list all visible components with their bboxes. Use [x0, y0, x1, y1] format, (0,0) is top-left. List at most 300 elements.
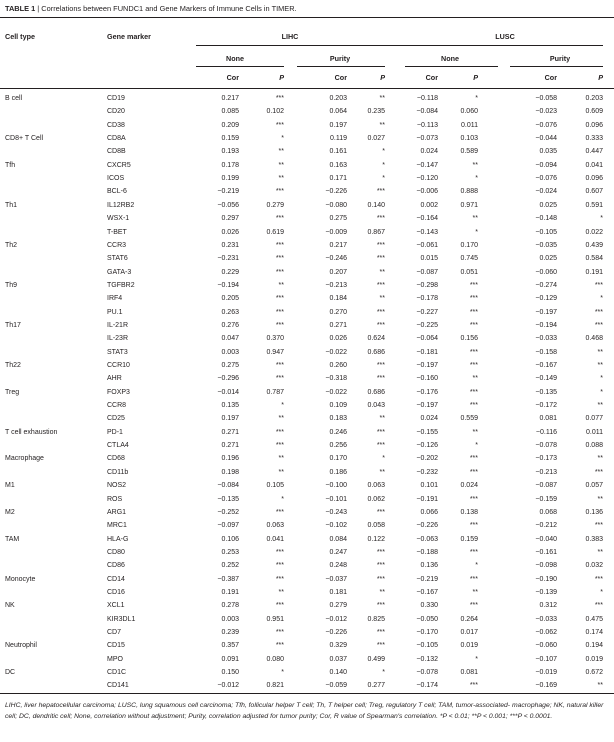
value-lusc-none-p: *	[475, 442, 478, 450]
subheader-lusc-purity: Purity	[549, 54, 571, 63]
value-lusc-purity-p: 0.447	[585, 148, 603, 156]
value-lusc-none-p: 0.888	[460, 188, 478, 196]
value-lihc-none-p: 0.947	[266, 348, 284, 356]
cell-type: Tfh	[5, 161, 16, 169]
value-lihc-purity-cor: −0.213	[325, 281, 347, 289]
cell-type: Th9	[5, 281, 18, 289]
value-lusc-none-cor: −0.064	[416, 335, 438, 343]
value-lihc-purity-p: ***	[376, 241, 385, 249]
value-lusc-none-cor: −0.227	[416, 308, 438, 316]
value-lusc-none-cor: −0.118	[416, 95, 438, 102]
value-lihc-none-cor: 0.178	[221, 161, 239, 169]
value-lusc-none-p: ***	[469, 281, 478, 289]
value-lihc-none-p: 0.619	[266, 228, 284, 236]
value-lihc-purity-p: 0.277	[367, 682, 385, 690]
value-lihc-none-cor: 0.276	[221, 321, 239, 329]
value-lihc-purity-p: *	[382, 148, 385, 156]
gene-marker: CD80	[107, 548, 125, 556]
value-lihc-purity-cor: 0.084	[329, 535, 347, 543]
value-lihc-none-p: ***	[275, 442, 284, 450]
value-lusc-none-cor: 0.024	[420, 415, 438, 423]
value-lusc-purity-cor: −0.213	[535, 468, 557, 476]
value-lusc-purity-cor: −0.135	[535, 388, 557, 396]
value-lihc-purity-cor: −0.101	[325, 495, 347, 503]
value-lusc-purity-p: 0.088	[585, 442, 603, 450]
value-lihc-purity-cor: 0.197	[329, 121, 347, 129]
value-lusc-none-p: ***	[469, 522, 478, 530]
value-lihc-none-p: **	[278, 175, 284, 183]
value-lihc-none-cor: 0.135	[221, 402, 239, 410]
value-lusc-none-cor: −0.132	[416, 655, 438, 663]
value-lusc-none-p: **	[472, 215, 478, 223]
value-lihc-purity-cor: 0.329	[329, 642, 347, 650]
value-lihc-purity-cor: −0.022	[325, 388, 347, 396]
value-lihc-purity-cor: 0.247	[329, 548, 347, 556]
value-lusc-purity-p: *	[600, 388, 603, 396]
stat-header-lihc-none-p: P	[279, 73, 284, 82]
value-lusc-none-cor: −0.219	[416, 575, 438, 583]
value-lihc-none-p: *	[281, 135, 284, 143]
value-lihc-none-cor: 0.271	[221, 428, 239, 436]
value-lihc-none-cor: −0.014	[217, 388, 239, 396]
gene-marker: CD8B	[107, 148, 126, 156]
value-lihc-purity-cor: 0.270	[329, 308, 347, 316]
gene-marker: STAT6	[107, 255, 128, 263]
value-lusc-purity-cor: −0.062	[535, 629, 557, 636]
value-lihc-none-p: 0.080	[266, 655, 284, 663]
gene-marker: MPO	[107, 655, 123, 663]
cell-type: Monocyte	[5, 575, 36, 583]
gene-marker: FOXP3	[107, 388, 130, 396]
value-lihc-purity-p: ***	[376, 362, 385, 369]
value-lusc-none-cor: −0.178	[416, 295, 438, 303]
value-lihc-purity-cor: 0.260	[329, 362, 347, 369]
value-lusc-none-p: 0.019	[460, 642, 478, 650]
value-lihc-purity-p: 0.499	[367, 655, 385, 663]
gene-marker: CD86	[107, 562, 125, 570]
value-lihc-none-cor: −0.296	[217, 375, 239, 383]
value-lihc-none-p: ***	[275, 642, 284, 650]
value-lusc-none-cor: −0.197	[416, 402, 438, 410]
value-lihc-purity-p: 0.058	[367, 522, 385, 530]
value-lusc-none-p: **	[472, 375, 478, 383]
value-lihc-purity-p: 0.027	[367, 135, 385, 143]
value-lihc-purity-p: **	[379, 415, 385, 423]
value-lusc-none-p: ***	[469, 362, 478, 369]
value-lusc-purity-p: 0.609	[585, 108, 603, 116]
value-lusc-none-cor: 0.024	[420, 148, 438, 156]
value-lusc-none-cor: −0.006	[416, 188, 438, 196]
value-lusc-none-cor: −0.113	[416, 121, 438, 129]
bottom-rule	[0, 693, 614, 694]
value-lihc-none-cor: 0.229	[221, 268, 239, 276]
value-lusc-purity-p: 0.607	[585, 188, 603, 196]
value-lihc-purity-p: ***	[376, 375, 385, 383]
value-lusc-none-cor: −0.147	[416, 161, 438, 169]
value-lusc-purity-p: 0.174	[585, 629, 603, 636]
value-lusc-purity-cor: 0.312	[539, 602, 557, 610]
top-rule	[0, 17, 614, 18]
value-lusc-none-cor: −0.170	[416, 629, 438, 636]
value-lusc-none-cor: −0.181	[416, 348, 438, 356]
value-lihc-none-cor: 0.193	[221, 148, 239, 156]
cell-type: Treg	[5, 388, 20, 396]
value-lusc-none-cor: 0.101	[420, 482, 438, 490]
value-lusc-purity-cor: −0.116	[535, 428, 557, 436]
table-caption: TABLE 1 | Correlations between FUNDC1 and Gene Markers of Immune Cells in TIMER.	[5, 4, 297, 13]
value-lihc-none-p: ***	[275, 241, 284, 249]
gene-marker: ICOS	[107, 175, 125, 183]
value-lusc-none-p: ***	[469, 602, 478, 610]
value-lihc-purity-p: ***	[376, 642, 385, 650]
gene-marker: IRF4	[107, 295, 123, 303]
value-lusc-purity-p: 0.194	[585, 642, 603, 650]
header-bottom-rule	[0, 88, 614, 89]
value-lusc-none-p: 0.081	[460, 669, 478, 677]
value-lihc-none-cor: 0.159	[221, 135, 239, 143]
value-lusc-purity-p: 0.022	[585, 228, 603, 236]
gene-marker: CD11b	[107, 468, 129, 476]
value-lusc-purity-p: ***	[594, 522, 603, 530]
value-lusc-purity-cor: −0.060	[535, 268, 557, 276]
value-lusc-purity-p: 0.011	[586, 428, 603, 436]
value-lusc-none-cor: −0.191	[416, 495, 438, 503]
value-lihc-purity-p: *	[382, 175, 385, 183]
value-lihc-purity-cor: 0.271	[329, 321, 347, 329]
value-lihc-none-p: ***	[275, 362, 284, 369]
value-lihc-purity-p: ***	[376, 428, 385, 436]
value-lihc-none-cor: 0.271	[221, 442, 239, 450]
value-lihc-none-cor: 0.253	[221, 548, 239, 556]
value-lihc-purity-cor: −0.080	[325, 201, 347, 209]
value-lihc-none-cor: 0.297	[221, 215, 239, 223]
value-lusc-purity-cor: −0.194	[535, 321, 557, 329]
value-lihc-purity-p: 0.624	[367, 335, 385, 343]
cell-type: Th17	[5, 321, 21, 329]
value-lihc-purity-p: ***	[376, 308, 385, 316]
cell-type: Th1	[5, 201, 18, 209]
value-lihc-purity-cor: 0.203	[329, 95, 347, 102]
value-lusc-none-cor: −0.174	[416, 682, 438, 690]
value-lusc-none-cor: −0.105	[416, 642, 438, 650]
gene-marker: PD-1	[107, 428, 123, 436]
value-lusc-none-cor: 0.002	[420, 201, 438, 209]
value-lusc-purity-cor: −0.060	[535, 642, 557, 650]
value-lusc-purity-cor: −0.274	[535, 281, 557, 289]
value-lihc-purity-p: ***	[376, 508, 385, 516]
value-lihc-purity-cor: −0.243	[325, 508, 347, 516]
value-lihc-none-cor: −0.012	[217, 682, 239, 690]
value-lihc-none-cor: 0.191	[221, 588, 239, 596]
gene-marker: AHR	[107, 375, 122, 383]
value-lihc-none-p: ***	[275, 428, 284, 436]
value-lihc-none-p: **	[278, 281, 284, 289]
value-lihc-purity-p: 0.043	[367, 402, 385, 410]
value-lihc-none-cor: 0.239	[221, 629, 239, 636]
value-lihc-purity-cor: 0.183	[329, 415, 347, 423]
value-lihc-none-p: 0.787	[266, 388, 284, 396]
subheader-lihc-none: None	[226, 54, 244, 63]
value-lusc-purity-cor: −0.019	[535, 669, 557, 677]
value-lusc-purity-cor: 0.035	[539, 148, 557, 156]
value-lihc-none-p: 0.370	[266, 335, 284, 343]
value-lusc-none-p: ***	[469, 308, 478, 316]
value-lusc-none-cor: −0.160	[416, 375, 438, 383]
value-lihc-none-p: *	[281, 495, 284, 503]
value-lihc-purity-cor: 0.246	[329, 428, 347, 436]
gene-marker: CD14	[107, 575, 125, 583]
gene-marker: CD68	[107, 455, 125, 463]
value-lihc-none-p: ***	[275, 575, 284, 583]
value-lusc-purity-cor: −0.058	[535, 95, 557, 102]
gene-marker: IL12RB2	[107, 201, 135, 209]
value-lusc-purity-cor: −0.044	[535, 135, 557, 143]
value-lusc-none-p: 0.745	[460, 255, 478, 263]
value-lihc-none-p: ***	[275, 548, 284, 556]
value-lihc-none-cor: 0.199	[221, 175, 239, 183]
value-lihc-purity-p: 0.867	[367, 228, 385, 236]
value-lihc-none-p: ***	[275, 508, 284, 516]
value-lusc-none-p: **	[472, 161, 478, 169]
value-lihc-purity-cor: 0.109	[329, 402, 347, 410]
value-lihc-none-p: ***	[275, 629, 284, 636]
value-lusc-none-cor: −0.126	[416, 442, 438, 450]
gene-marker: BCL-6	[107, 188, 127, 196]
value-lusc-purity-cor: −0.190	[535, 575, 557, 583]
value-lusc-none-cor: −0.225	[416, 321, 438, 329]
gene-marker: CD7	[107, 629, 122, 636]
value-lihc-purity-cor: 0.217	[329, 241, 347, 249]
gene-marker: IL-23R	[107, 335, 129, 343]
value-lusc-purity-cor: −0.197	[535, 308, 557, 316]
value-lihc-purity-p: ***	[376, 215, 385, 223]
value-lihc-purity-cor: 0.026	[329, 335, 347, 343]
value-lihc-none-p: 0.279	[266, 201, 284, 209]
value-lihc-none-p: 0.063	[266, 522, 284, 530]
value-lihc-none-p: 0.041	[266, 535, 284, 543]
table-title: Correlations between FUNDC1 and Gene Markers of Immune Cells in TIMER.	[41, 4, 297, 13]
value-lusc-none-p: 0.559	[460, 415, 478, 423]
gene-marker: TGFBR2	[107, 281, 135, 289]
value-lusc-purity-p: **	[597, 548, 603, 556]
value-lihc-purity-p: ***	[376, 442, 385, 450]
stat-header-lusc-purity-cor: Cor	[544, 73, 557, 82]
value-lihc-purity-cor: 0.184	[329, 295, 347, 303]
cell-type: Neutrophil	[5, 642, 37, 650]
value-lihc-purity-p: ***	[376, 321, 385, 329]
value-lusc-purity-cor: −0.023	[535, 108, 557, 116]
value-lusc-purity-p: 0.032	[585, 562, 603, 570]
cell-type: B cell	[5, 95, 23, 102]
value-lusc-none-p: ***	[469, 548, 478, 556]
gene-marker: CCR8	[107, 402, 127, 410]
stat-header-lusc-none-p: P	[473, 73, 478, 82]
value-lihc-none-cor: −0.135	[217, 495, 239, 503]
value-lihc-purity-p: ***	[376, 188, 385, 196]
value-lihc-none-p: **	[278, 148, 284, 156]
value-lusc-none-p: 0.159	[460, 535, 478, 543]
value-lihc-none-p: 0.102	[266, 108, 284, 116]
value-lusc-none-p: ***	[469, 455, 478, 463]
value-lihc-purity-cor: −0.102	[325, 522, 347, 530]
value-lihc-purity-cor: 0.275	[329, 215, 347, 223]
gene-marker: CD15	[107, 642, 125, 650]
gene-marker: CD20	[107, 108, 125, 116]
value-lusc-purity-p: *	[600, 215, 603, 223]
value-lihc-purity-cor: 0.171	[329, 175, 347, 183]
value-lihc-purity-cor: 0.064	[329, 108, 347, 116]
sub-rule-lihc-purity	[297, 66, 385, 67]
value-lusc-purity-p: 0.475	[585, 615, 603, 623]
value-lihc-purity-cor: −0.059	[325, 682, 347, 690]
value-lihc-purity-cor: −0.037	[325, 575, 347, 583]
value-lusc-none-cor: −0.120	[416, 175, 438, 183]
value-lusc-purity-cor: 0.068	[539, 508, 557, 516]
value-lusc-purity-cor: 0.025	[539, 255, 557, 263]
value-lusc-purity-cor: −0.148	[535, 215, 557, 223]
value-lihc-none-cor: −0.231	[217, 255, 239, 263]
value-lihc-none-cor: −0.056	[217, 201, 239, 209]
value-lihc-none-p: ***	[275, 321, 284, 329]
value-lusc-purity-cor: −0.033	[535, 615, 557, 623]
value-lusc-none-p: *	[475, 562, 478, 570]
value-lusc-purity-cor: −0.033	[535, 335, 557, 343]
value-lusc-none-cor: −0.087	[416, 268, 438, 276]
value-lusc-none-cor: −0.155	[416, 428, 438, 436]
value-lihc-purity-cor: 0.037	[329, 655, 347, 663]
gene-marker: CD141	[107, 682, 129, 690]
value-lusc-purity-p: **	[597, 402, 603, 410]
value-lihc-none-p: ***	[275, 268, 284, 276]
value-lusc-purity-cor: −0.129	[535, 295, 557, 303]
value-lihc-none-p: **	[278, 588, 284, 596]
value-lusc-purity-p: 0.672	[585, 669, 603, 677]
value-lusc-none-cor: −0.176	[416, 388, 438, 396]
value-lihc-none-cor: 0.196	[221, 455, 239, 463]
value-lihc-purity-p: *	[382, 455, 385, 463]
gene-marker: CXCR5	[107, 161, 131, 169]
value-lihc-purity-p: ***	[376, 602, 385, 610]
value-lihc-none-cor: 0.198	[221, 468, 239, 476]
value-lusc-purity-cor: −0.078	[535, 442, 557, 450]
value-lusc-purity-p: 0.203	[585, 95, 603, 102]
value-lusc-purity-p: ***	[594, 602, 603, 610]
value-lusc-none-p: 0.017	[460, 629, 478, 636]
value-lusc-purity-p: 0.041	[585, 161, 603, 169]
value-lusc-none-p: *	[475, 175, 478, 183]
value-lihc-none-cor: 0.003	[221, 348, 239, 356]
value-lihc-purity-cor: 0.256	[329, 442, 347, 450]
value-lihc-purity-p: *	[382, 161, 385, 169]
gene-marker: GATA-3	[107, 268, 132, 276]
value-lusc-purity-cor: −0.172	[535, 402, 557, 410]
cell-type: NK	[5, 602, 15, 610]
value-lihc-purity-cor: 0.279	[329, 602, 347, 610]
gene-marker: STAT3	[107, 348, 128, 356]
value-lihc-purity-p: **	[379, 295, 385, 303]
value-lusc-purity-p: 0.096	[585, 175, 603, 183]
header-gene-marker: Gene marker	[107, 32, 151, 41]
value-lusc-none-p: *	[475, 228, 478, 236]
value-lihc-purity-cor: 0.119	[330, 135, 347, 143]
value-lihc-none-p: ***	[275, 188, 284, 196]
value-lihc-none-p: *	[281, 669, 284, 677]
value-lihc-none-cor: 0.047	[221, 335, 239, 343]
gene-marker: CD16	[107, 588, 125, 596]
cell-type: Th2	[5, 241, 18, 249]
value-lusc-none-p: ***	[469, 468, 478, 476]
value-lihc-none-p: ***	[275, 121, 284, 129]
value-lihc-none-p: *	[281, 402, 284, 410]
gene-marker: CCR10	[107, 362, 130, 369]
value-lusc-none-cor: −0.167	[416, 588, 438, 596]
gene-marker: PU.1	[107, 308, 123, 316]
value-lihc-none-cor: 0.197	[221, 415, 239, 423]
gene-marker: T-BET	[107, 228, 127, 236]
subheader-lihc-purity: Purity	[329, 54, 351, 63]
value-lusc-purity-p: *	[600, 588, 603, 596]
value-lusc-none-p: **	[472, 588, 478, 596]
gene-marker: WSX-1	[107, 215, 130, 223]
value-lihc-purity-cor: 0.161	[329, 148, 347, 156]
value-lihc-none-cor: 0.003	[221, 615, 239, 623]
value-lihc-purity-p: ***	[376, 548, 385, 556]
value-lusc-purity-p: 0.591	[585, 201, 603, 209]
value-lihc-none-cor: −0.252	[217, 508, 239, 516]
value-lusc-purity-p: ***	[594, 575, 603, 583]
value-lihc-purity-cor: −0.226	[325, 188, 347, 196]
value-lusc-purity-cor: 0.081	[539, 415, 557, 423]
value-lusc-none-p: 0.156	[460, 335, 478, 343]
value-lusc-purity-p: **	[597, 455, 603, 463]
value-lusc-purity-cor: −0.040	[535, 535, 557, 543]
value-lihc-purity-p: 0.686	[367, 388, 385, 396]
gene-marker: IL-21R	[107, 321, 129, 329]
value-lusc-purity-p: ***	[594, 468, 603, 476]
value-lihc-none-cor: −0.084	[217, 482, 239, 490]
cell-type: CD8+ T Cell	[5, 135, 44, 143]
value-lusc-none-cor: −0.202	[416, 455, 438, 463]
value-lihc-purity-cor: −0.246	[325, 255, 347, 263]
cell-type: T cell exhaustion	[5, 428, 58, 436]
value-lihc-none-cor: 0.357	[221, 642, 239, 650]
value-lihc-purity-p: ***	[376, 255, 385, 263]
value-lusc-none-cor: −0.084	[416, 108, 438, 116]
value-lusc-none-cor: −0.073	[416, 135, 438, 143]
value-lusc-none-p: 0.170	[460, 241, 478, 249]
value-lihc-none-cor: 0.278	[221, 602, 239, 610]
stat-header-lihc-purity-p: P	[380, 73, 385, 82]
value-lusc-purity-cor: −0.158	[535, 348, 557, 356]
cell-type: M2	[5, 508, 15, 516]
value-lihc-purity-cor: 0.140	[329, 669, 347, 677]
value-lusc-purity-p: ***	[594, 281, 603, 289]
value-lihc-none-cor: 0.217	[221, 95, 239, 102]
header-lihc: LIHC	[281, 32, 299, 41]
value-lihc-none-cor: −0.194	[217, 281, 239, 289]
gene-marker: CTLA4	[107, 442, 129, 450]
value-lusc-none-p: 0.011	[461, 121, 478, 129]
value-lusc-purity-p: ***	[594, 308, 603, 316]
value-lihc-purity-cor: −0.226	[325, 629, 347, 636]
value-lihc-none-cor: −0.219	[217, 188, 239, 196]
gene-marker: ROS	[107, 495, 123, 503]
value-lusc-none-p: ***	[469, 575, 478, 583]
value-lihc-none-p: ***	[275, 308, 284, 316]
cell-type: DC	[5, 669, 16, 677]
value-lihc-purity-cor: 0.170	[329, 455, 347, 463]
value-lihc-none-p: **	[278, 415, 284, 423]
